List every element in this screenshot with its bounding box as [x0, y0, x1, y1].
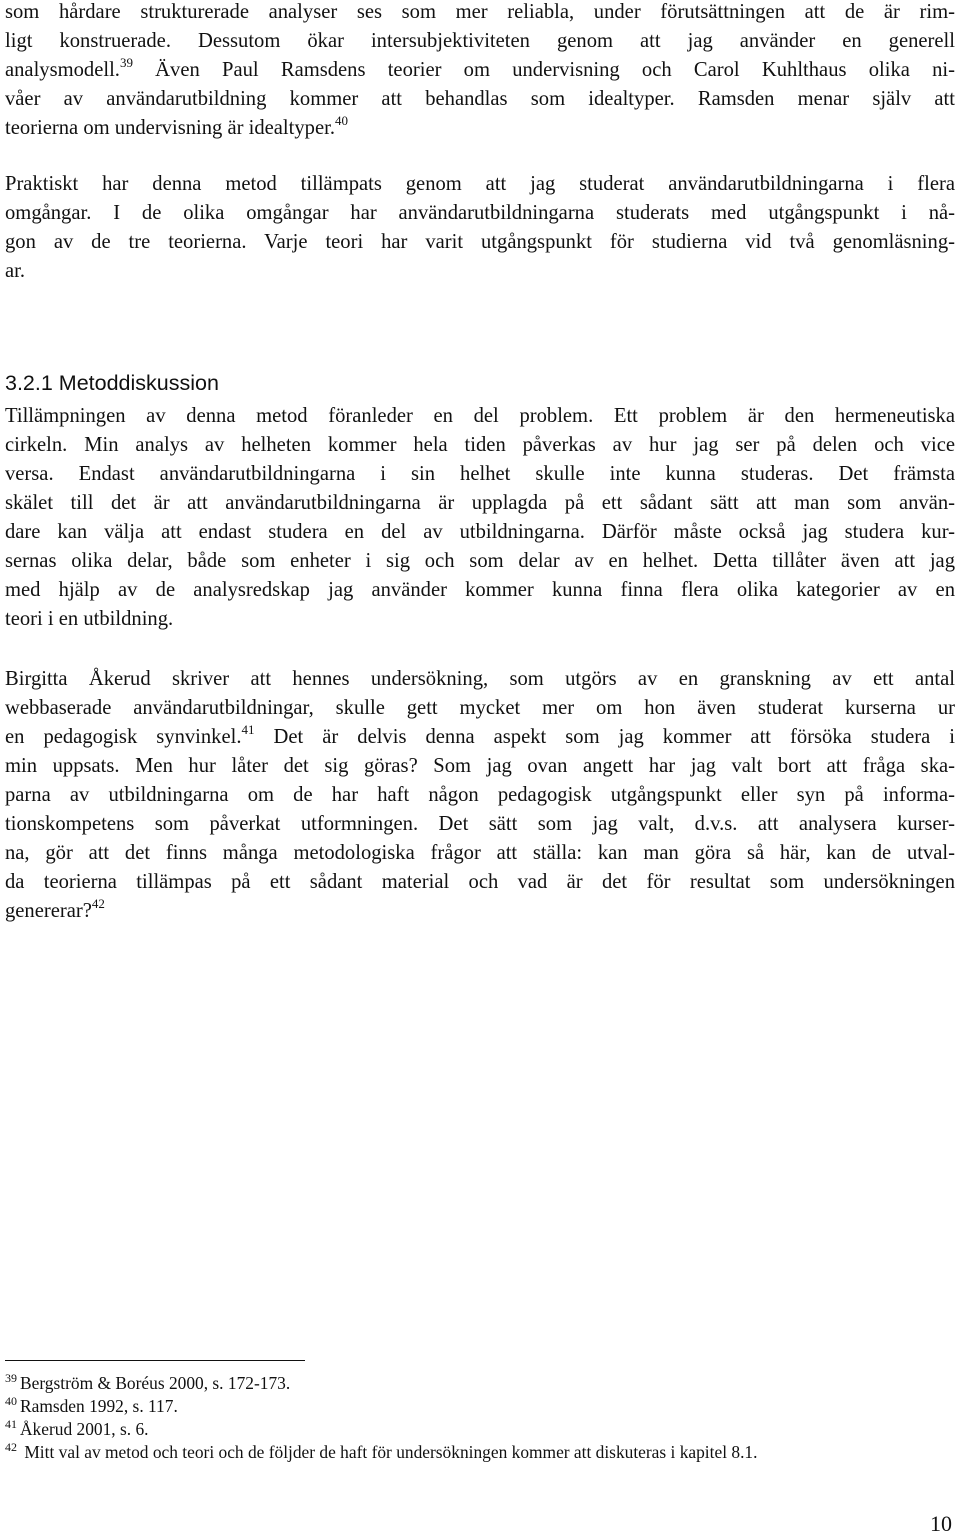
footnote-40: [5, 1395, 955, 1418]
footnote-number: 41: [5, 1417, 17, 1431]
text-line: sernas olika delar, både som enheter i sig och som delar av en helhet. Detta tillåter även att jag: [5, 550, 955, 572]
footnote-text: Åkerud 2001, s. 6.: [20, 1419, 149, 1439]
text-line: webbaserade användarutbildningar, skulle gett mycket mer om hon även studerat kurserna ur: [5, 697, 955, 719]
footnote-ref-39: 39: [119, 55, 133, 70]
text-line: skälet till det är att användarutbildningarna är upplagda på ett sådant sätt att man som använ-: [5, 492, 955, 514]
document-page: [5, 0, 955, 1537]
text-line: tionskompetens som påverkat utformningen. Det sätt som jag valt, d.v.s. att analysera kurser-: [5, 813, 955, 835]
section-heading: 3.2.1 Metoddiskussion: [5, 371, 219, 395]
text-line: dare kan välja att endast studera en del av utbildningarna. Därför måste också jag studera kur-: [5, 521, 955, 543]
footnote-41: [5, 1418, 955, 1441]
text-line: versa. Endast användarutbildningarna i sin helhet skulle inte kunna studeras. Det främsta: [5, 463, 955, 485]
footnote-39: [5, 1372, 955, 1395]
text-line: gon av de tre teorierna. Varje teori har varit utgångspunkt för studierna vid två genomläsning-: [5, 231, 955, 253]
paragraph-3: [5, 402, 955, 634]
text-line: som hårdare strukturerade analyser ses som mer reliabla, under förutsättningen att de är rim-: [5, 1, 955, 23]
text-line: min uppsats. Men hur låter det sig göras? Som jag ovan angett har jag valt bort att fråga ska-: [5, 755, 955, 777]
text-line: våer av användarutbildning kommer att behandlas som idealtyper. Ramsden menar själv att: [5, 88, 955, 110]
text-line: [5, 723, 955, 752]
paragraph-2: [5, 170, 955, 286]
text-line: omgångar. I de olika omgångar har användarutbildningarna studerats med utgångspunkt i nå-: [5, 202, 955, 224]
text-line: cirkeln. Min analys av helheten kommer hela tiden påverkas av hur jag ser på delen och vice: [5, 434, 955, 456]
text-line: [5, 897, 955, 926]
text-fragment: en pedagogisk synvinkel.: [5, 726, 242, 748]
text-line: Praktiskt har denna metod tillämpats genom att jag studerat användarutbildningarna i flera: [5, 173, 955, 195]
text-fragment: Även Paul Ramsdens teorier om undervisning och Carol Kuhlthaus olika ni-: [132, 59, 955, 81]
footnote-text: Bergström & Boréus 2000, s. 172-173.: [20, 1373, 291, 1393]
footnote-42: [5, 1441, 955, 1464]
footnote-ref-42: 42: [91, 896, 105, 911]
text-line: Tillämpningen av denna metod föranleder en del problem. Ett problem är den hermeneutiska: [5, 405, 955, 427]
footnote-number: 40: [5, 1394, 17, 1408]
footnote-ref-41: 41: [241, 722, 255, 737]
page-number: 10: [930, 1511, 952, 1536]
text-line: na, gör att det finns många metodologiska frågor att ställa: kan man göra så här, kan de utval-: [5, 842, 955, 864]
text-line: da teorierna tillämpas på ett sådant material och vad är det för resultat som undersökningen: [5, 871, 955, 893]
text-fragment: Det är delvis denna aspekt som jag kommer att försöka studera i: [254, 726, 956, 748]
text-line: ar.: [5, 260, 26, 282]
text-fragment: analysmodell.: [5, 59, 120, 81]
text-line: parna av utbildningarna om de har haft någon pedagogisk utgångspunkt eller syn på informa-: [5, 784, 955, 806]
text-line: [5, 56, 955, 85]
paragraph-1: [5, 0, 955, 143]
text-line: med hjälp av de analysredskap jag använder kommer kunna finna flera olika kategorier av en: [5, 579, 955, 601]
paragraph-4: [5, 665, 955, 926]
text-fragment: teorierna om undervisning är idealtyper.: [5, 117, 335, 139]
footnote-text: Ramsden 1992, s. 117.: [20, 1396, 178, 1416]
footnote-number: 42: [5, 1440, 17, 1454]
text-line: ligt konstruerade. Dessutom ökar intersubjektiviteten genom att jag använder en generell: [5, 30, 955, 52]
text-line: [5, 114, 955, 143]
text-line: teori i en utbildning.: [5, 608, 174, 630]
text-fragment: genererar?: [5, 900, 92, 922]
text-line: Birgitta Åkerud skriver att hennes undersökning, som utgörs av en granskning av ett antal: [5, 668, 955, 690]
footnote-text: Mitt val av metod och teori och de följder de haft för undersökningen kommer att diskuteras i kapitel 8.1.: [20, 1442, 758, 1462]
footnote-separator: [5, 1360, 305, 1361]
footnotes: [5, 1372, 955, 1464]
footnote-number: 39: [5, 1371, 17, 1385]
footnote-ref-40: 40: [334, 113, 348, 128]
